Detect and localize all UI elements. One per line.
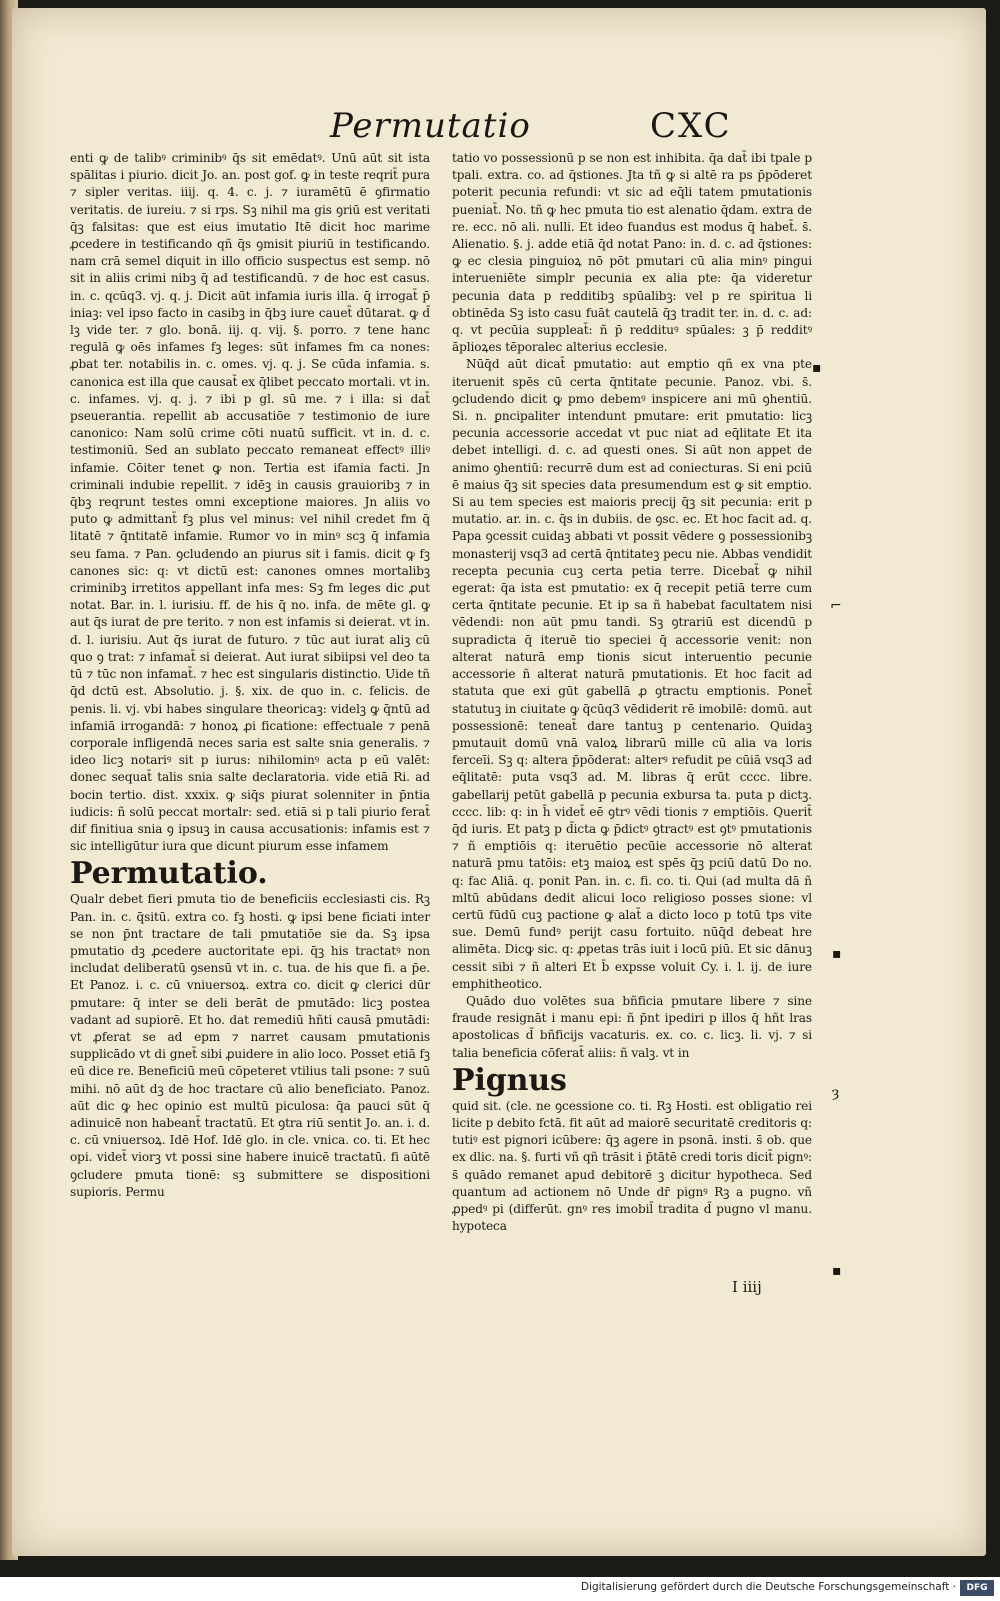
margin-mark-icon: ▪: [832, 1263, 842, 1279]
right-column: [452, 150, 812, 1285]
dfg-logo: DFG: [960, 1580, 994, 1596]
margin-mark-icon: ▪: [832, 946, 842, 962]
digitization-credit: Digitalisierung gefördert durch die Deutsche Forschungsgemeinschaft ·: [580, 1581, 956, 1593]
rubric-heading: Permutatio.: [70, 856, 268, 892]
paragraph: quid sit. (cle. ne ꝯcessione co. ti. Rꝫ Hosti. est obligatio rei licite p debito fctā. fit aūt ad maiorē securitatē creditoris q: tutiꝰ est pignori icūbere: q̄ꝫ agere in psonā. insti. s̄ ob. que ex dlic. na. §. furti vñ qñ trāsit i p̄tātē credi toris dicit̄ pignꝰ: s̄ quādo remanet apud debitorē ꝫ dicitur hypotheca. Sed quantum ad actionem nō Unde dr̄ pignꝰ Rꝫ a pugno. vñ ꝓpedꝰ pi (differūt. gnꝰ res imobil̄ tradita d̄ pugno vl manu. hypoteca: [452, 1098, 812, 1234]
rubric-permutatio: [70, 856, 430, 892]
paragraph: tatio vo possessionū p se non est inhibita. q̄a dat̄ ibi tpale p tpali. extra. co. ad q̄stiones. Jta tñ ꝙ si altē ra ps p̄pōderet poterit pecunia refundi: vt sic ad eq̄li tatem pmutationis pueniat̄. No. tñ ꝙ hec pmuta tio est alenatio q̄dam. extra de re. ecc. nō ali. nulli. Et ideo fuandus est modus q̄ habet̄. s̄. Alienatio. §. j. adde etiā q̄d notat Pano: in. d. c. ad q̄stiones: ꝙ ec clesia pinguioꝝ nō pōt pmutari cū alia minꝰ pingui interueniēte simplr pecunia ex alia pte: q̄a videretur pecunia data p redditibꝫ spūalibꝫ: vel p re spiritua li obtinēda Sꝫ isto casu fuāt cautelā q̄ꝫ tradit ter. in. d. c. ad: q. vt pecūia suppleat̄: ñ p̄ reddituꝰ spūales: ꝫ p̄ redditꝰ āplioꝝes tēporalec alterius ecclesie.: [452, 151, 812, 355]
rubric-heading: Pignus: [452, 1062, 567, 1098]
paragraph: Quādo duo volētes sua bñficia pmutare libere ⁊ sine fraude resignāt i manu epi: ñ p̄nt ipediri p illos q̄ hñt lras apostolicas d̄ bñficijs vacaturis. ex. co. c. licꝫ. li. vj. ⁊ si talia beneficia cōferat̄ aliis: ñ valꝫ. vt in: [452, 993, 812, 1060]
margin-mark-icon: ȝ: [832, 1085, 840, 1101]
paragraph: Qualr debet fieri pmuta tio de beneficiis ecclesiasti cis. Rꝫ Pan. in. c. q̄sitū. extra co. fꝫ hosti. ꝙ ipsi bene ficiati inter se non p̄nt tractare de tali pmutatiōe sie da. Sꝫ ipsa pmutatio dꝫ ꝓcedere auctoritate epi. q̄ꝫ his tractatꝰ non includat deliberatū ꝯsensū vt in. c. tua. de his que fi. a p̄e. Et Panoz. i. c. cū vniuersoꝝ. extra co. dicit ꝙ clerici dūr pmutare: q̄ inter se deli berāt de pmutādo: licꝫ postea vadant ad supiorē. Et ho. dat remediū hñti causā pmutādi: vt ꝓferat se ad epm ⁊ narret causam pmutationis supplicādo vt di gnet̄ sibi ꝓuidere in alio loco. Posset etiā fꝫ eū dice re. Beneficiū meū cōpeteret vtilius tali psone: ⁊ suū mihi. nō aūt dꝫ de hoc tractare cū alio beneficiato. Panoz. aūt dic ꝙ hec opinio est multū piculosa: q̄a pauci sūt q̄ adinuicē non habeant̄ tractatū. Et ꝯtra riū sentit Jo. an. i. d. c. cū vniuersoꝝ. Idē Hof. Idē glo. in cle. vnica. co. ti. Et hec opi. videt̄ viorꝫ vt possi sine habere inuicē tractatū. fi aūtē ꝯcludere pmuta tionē: sꝫ submittere se dispositioni supioris. Permu: [70, 892, 430, 1199]
running-title: Permutatio: [330, 106, 531, 146]
margin-mark-icon: ▪: [812, 360, 822, 376]
rubric-pignus: [452, 1062, 812, 1098]
left-column: [70, 150, 430, 1288]
signature-mark: I iiij: [732, 1278, 762, 1296]
folio-number: CXC: [650, 106, 732, 146]
footer-bar: [0, 1577, 1000, 1601]
paragraph: Nūq̄d aūt dicat̄ pmutatio: aut emptio qñ ex vna pte iteruenit spēs cū certa q̄ntitate pecunie. Panoz. vbi. s̄. ꝯcludendo dicit ꝙ pmo debemꝰ inspicere ani mū ꝯhentiū. Si. n. ꝑncipaliter intendunt pmutare: erit pmutatio: licꝫ pecunia accessorie accedat vt puc niat ad eq̄litate Et ita debet intelligi. d. c. ad questi ones. Si aūt non appet de animo ꝯhentiū: recurrē dum est ad coniecturas. Si eni pciū ē maius q̄ꝫ sit species data presumendum est ꝙ sit emptio. Si au tem species est maioris precij q̄ꝫ sit pecunia: erit p mutatio. ar. in. c. q̄s in dubiis. de ꝯsc. ec. Et hoc facit ad. q. Papa ꝯcessit cuidaꝫ abbati vt possit vēdere ꝯ possessionibꝫ monasterij vsq3 ad certā q̄ntitateꝫ pecu nie. Abbas vendidit recepta pecunia cuꝫ certa petia terre. Dicebat̄ ꝙ nihil egerat: q̄a ista est pmutatio: ex q̄ recepit petiā terre cum certa q̄ntitate pecunie. Et ip sa ñ habebat facultatem nisi vēdendi: non aūt pmu tandi. Sꝫ ꝯtrariū est dicendū p supradicta q̄ iteruē tio speciei q̄ accessorie venit: non alterat naturā emp tionis sicut interuentio pecunie accessorie ñ alterat naturā pmutationis. Et hoc facit ad statuta que exi gūt gabellā ꝓ ꝯtractu emptionis. Ponet̄ statutuꝫ in ciuitate ꝙ q̄cūq3 vēdiderit rē imobilē: domū. aut possessionē: teneat̄ dare tantuꝫ p centenario. Quidaꝫ pmutauit domū vnā valoꝝ librarū mille cū alia va loris ferceīi. Sꝫ q: altera p̄pōderat: alterꝰ refudit pe cūiā vsq3 ad eq̄litatē: puta vsq3 ad. M. libras q̄ erūt cccc. libre. gabellarij petūt gabellā p pecunia exbursa ta. puta p dictꝫ. cccc. lib: q: in h̄ videt̄ eē ꝯtrꝰ vēdi tionis ⁊ emptiōis. Querit̄ q̄d iuris. Et patꝫ p d̄icta ꝙ p̄dictꝰ ꝯtractꝰ est ꝯtꝰ pmutationis ⁊ ñ emptiōis q: iteruētio pecūie accessorie nō alterat naturā pmu tatōis: etꝫ maioꝝ est spēs q̄ꝫ pciū datū Do no. q: fac Aliā. q. ponit Pan. in. c. fi. co. ti. Qui (ad multa dā ñ mltū abūdans dedit alicui loco religioso posses sione: vl certū fūdū cuꝫ pactione ꝙ alat̄ a dicto loco p totū tps vite sue. Demū fundꝰ perijt casu fortuito. nūq̄d debeat hre alimēta. Dicꝙ sic. q: ꝓpetas trās iuit i locū piū. Et sic dānuꝫ cessit sibi ⁊ ñ alteri Et b̄ expsse voluit Cy. i. l. ij. de iure emphitheotico.: [452, 357, 812, 991]
paragraph: enti ꝙ de talibꝰ criminibꝰ q̄s sit emēdatꝰ. Unū aūt sit ista spālitas i piurio. dicit Jo. an. post gof. ꝙ in teste reqrit̄ pura ⁊ sipler veritas. iiij. q. 4. c. j. ⁊ iuramētū ē ꝯfirmatio veritatis. de iureiu. ⁊ si rps. Sꝫ nihil ma gis ꝯriū est veritati q̄ꝫ falsitas: que est eius imutatio Itē dicit hoc marime ꝓcedere in testificando qñ q̄s ꝯmisit piuriū in testificando. nam crā semel diquit in illo officio suspectus est semp. nō sit in aliis crimi nibꝫ q̄ ad testificandū. ⁊ de hoc est casus. in. c. qcūq3. vj. q. j. Dicit aūt infamia iuris illa. q̄ irrogat̄ p̄ iniaꝫ: vel ipso facto in casibꝫ in q̄bꝫ iure cauet̄ dūtarat. ꝙ d̄ lꝫ vide ter. ⁊ glo. bonā. iij. q. vij. §. porro. ⁊ tene hanc regulā ꝙ oēs infames fꝫ leges: sūt infames fm ca nones: ꝓbat ter. notabilis in. c. omes. vj. q. j. Se cūda infamia. s. canonica est illa que causat̄ ex q̄libet peccato mortali. vt in. c. infames. vj. q. j. ⁊ ibi p gl. sū me. ⁊ i illa: si dat̄ pseuerantia. repellit ab accusatiōe ⁊ testimonio de iure canonico: Nam solū crime cōti nuatū sufficit. vt in. d. c. testimoniū. Sed an sublato peccato remaneat effectꝰ illiꝰ infamie. Cōiter tenet ꝙ non. Tertia est ifamia facti. Jn criminali indubie repellit. ⁊ idēꝫ in causis grauioribꝫ ⁊ in q̄bꝫ reqrunt testes omni exceptione maiores. Jn aliis vo puto ꝙ admittant̄ fꝫ plus vel minus: vel nihil credet fm q̄ litatē ⁊ q̄ntitatē infamie. Rumor vo in minꝰ scꝫ q̄ infamia seu fama. ⁊ Pan. ꝯcludendo an piurus sit i famis. dicit ꝙ fꝫ canones sic: q: vt dictū est: canones omnes mortalibꝫ criminibꝫ irretitos appellant infa mes: Sꝫ fm leges dic ꝓut notat. Bar. in. l. iurisiu. ff. de his q̄ no. infa. de mēte gl. ꝙ aut q̄s iurat de pre terito. ⁊ non est infamis si deierat. vt in. d. l. iurisiu. Aut q̄s iurat de futuro. ⁊ tūc aut iurat aliꝫ cū quo ꝯ trat: ⁊ infamat̄ si deierat. Aut iurat sibiipsi vel deo ta tū ⁊ tūc non infamat̄. ⁊ hec est singularis distinctio. Uide tñ q̄d dctū est. Absolutio. j. §. xix. de quo in. c. felicis. de penis. li. vj. vbi habes singulare theoricaꝫ: videlꝫ ꝙ q̄ntū ad infamiā irrogandā: ⁊ honoꝝ ꝓi ficatione: effectuale ⁊ penā corporale infligendā neces saria est salte snia generalis. ⁊ ideo licꝫ notariꝰ sit p iurus: nihilominꝰ acta p eū valēt: donec sequat̄ talis snia salte declaratoria. vide etiā Ri. ad bocin tertio. dist. xxxix. ꝙ siq̄s piurat solenniter in p̄ntia iudicis: ñ solū peccat mortalr: sed. etiā si p tali piurio ferat̄ dif finitiua snia ꝯ ipsuꝫ in causa accusationis: infamis est ⁊ sic intelligūtur iura que dicunt piurum esse infamem: [70, 151, 430, 854]
margin-mark-icon: ⌐: [830, 598, 842, 614]
